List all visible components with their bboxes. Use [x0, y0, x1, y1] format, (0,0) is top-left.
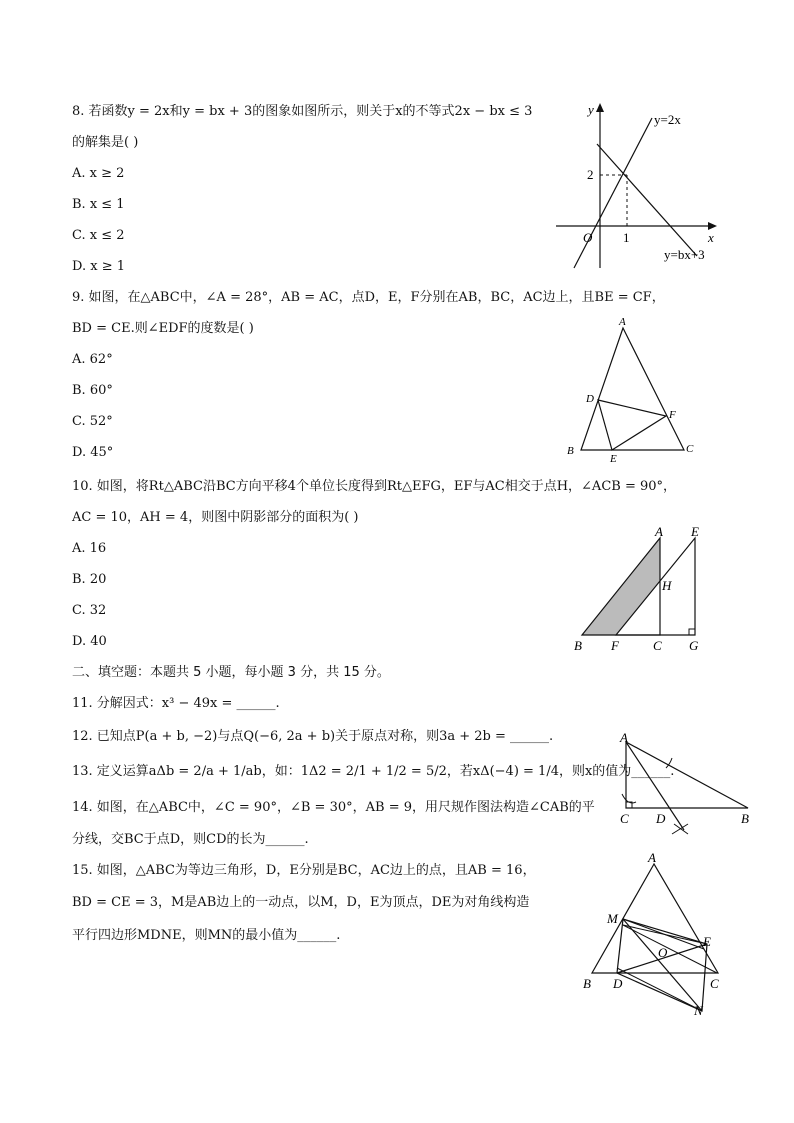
q8-label-y: y — [588, 102, 594, 117]
q14-triangle-abc — [626, 742, 748, 808]
q8-figure — [552, 100, 727, 270]
q10-option-b: B. 20 — [72, 572, 107, 587]
q10-label-f: F — [611, 638, 619, 653]
q9-label-d: D — [586, 393, 594, 405]
q8-y-arrow — [596, 103, 604, 112]
q14-line2: 分线，交BC于点D，则CD的长为______. — [72, 832, 309, 847]
q10-label-c: C — [653, 638, 662, 653]
q9-figure — [562, 312, 702, 464]
q10-label-g: G — [689, 638, 699, 653]
q8-option-c: C. x ≤ 2 — [72, 228, 125, 243]
q9-option-a: A. 62° — [72, 352, 113, 367]
q10-option-d: D. 40 — [72, 634, 107, 649]
q8-tick-y: 2 — [587, 167, 594, 182]
q14-label-c: C — [620, 811, 629, 826]
q15-label-b: B — [583, 976, 591, 991]
q9-stem-line1: 9. 如图，在△ABC中，∠A = 28°，AB = AC，点D，E，F分别在AB，BC，AC边上，且BE = CF， — [72, 290, 665, 305]
q8-option-b: B. x ≤ 1 — [72, 197, 125, 212]
q8-x-arrow — [708, 222, 717, 230]
q9-label-e: E — [610, 453, 617, 464]
q8-label-x: x — [708, 230, 714, 245]
q9-option-c: C. 52° — [72, 414, 113, 429]
q15-label-a: A — [648, 850, 656, 865]
q9-stem-line2: BD = CE.则∠EDF的度数是( ) — [72, 321, 254, 336]
q9-triangle-def — [598, 400, 666, 450]
q15-label-n: N — [694, 1003, 703, 1018]
q15-line1: 15. 如图，△ABC为等边三角形，D，E分别是BC，AC边上的点，且AB = 16， — [72, 863, 536, 878]
q9-option-d: D. 45° — [72, 445, 114, 460]
q15-figure — [576, 850, 731, 1018]
q15-label-o: O — [658, 945, 668, 960]
section2-heading: 二、填空题：本题共 5 小题，每小题 3 分，共 15 分。 — [72, 665, 390, 680]
q14-label-d: D — [656, 811, 666, 826]
q10-stem-line2: AC = 10，AH = 4，则图中阴影部分的面积为( ) — [72, 510, 359, 525]
q8-tick-x: 1 — [623, 230, 630, 245]
q14-bisector-ad — [626, 742, 684, 830]
q9-label-a: A — [619, 316, 626, 328]
q12-text: 12. 已知点P(a + b, −2)与点Q(−6, 2a + b)关于原点对称，则3a + 2b = ______. — [72, 729, 554, 744]
q10-option-a: A. 16 — [72, 541, 107, 556]
q15-label-m: M — [607, 911, 618, 926]
q8-label-line1: y=2x — [654, 112, 681, 127]
q8-label-origin: O — [583, 230, 593, 245]
q10-label-e: E — [691, 524, 699, 539]
q15-line3: 平行四边形MDNE，则MN的最小值为______. — [72, 928, 341, 943]
q9-label-f: F — [669, 409, 676, 421]
q8-option-a: A. x ≥ 2 — [72, 166, 125, 181]
q8-option-d: D. x ≥ 1 — [72, 259, 125, 274]
q15-diagonal-mn — [623, 919, 702, 1011]
q10-label-a: A — [655, 524, 663, 539]
q15-label-d: D — [613, 976, 623, 991]
q9-label-b: B — [567, 445, 574, 457]
q9-triangle-abc — [581, 328, 684, 450]
q9-label-c: C — [686, 443, 694, 455]
q15-line2: BD = CE = 3，M是AB边上的一动点，以M，D，E为顶点，DE为对角线构造 — [72, 895, 530, 910]
q9-option-b: B. 60° — [72, 383, 113, 398]
q14-label-a: A — [620, 730, 628, 745]
q15-label-c: C — [710, 976, 719, 991]
q15-segment-dn — [617, 968, 702, 1011]
q11-text: 11. 分解因式：x³ − 49x = ______. — [72, 696, 280, 711]
q10-figure — [568, 520, 718, 658]
q14-figure — [612, 730, 762, 842]
q8-label-line2: y=bx+3 — [664, 247, 705, 262]
q13-text: 13. 定义运算aΔb = 2/a + 1/ab，如：1Δ2 = 2/1 + 1/2 = 5/2，若xΔ(−4) = 1/4，则x的值为______. — [72, 764, 675, 779]
q14-line1: 14. 如图，在△ABC中，∠C = 90°，∠B = 30°，AB = 9，用尺规作图法构造∠CAB的平 — [72, 800, 595, 815]
q8-stem-line1: 8. 若函数y = 2x和y = bx + 3的图象如图所示，则关于x的不等式2x − bx ≤ 3 — [72, 104, 533, 119]
q14-label-b: B — [741, 811, 749, 826]
q10-right-angle-g — [689, 629, 695, 635]
q8-line-bx3 — [597, 144, 697, 256]
q10-stem-line1: 10. 如图，将Rt△ABC沿BC方向平移4个单位长度得到Rt△EFG，EF与AC相交于点H，∠ACB = 90°， — [72, 479, 677, 494]
q10-label-b: B — [574, 638, 582, 653]
q15-label-e: E — [703, 934, 711, 949]
q10-option-c: C. 32 — [72, 603, 107, 618]
q8-stem-line2: 的解集是( ) — [72, 135, 139, 150]
q10-label-h: H — [662, 578, 672, 593]
